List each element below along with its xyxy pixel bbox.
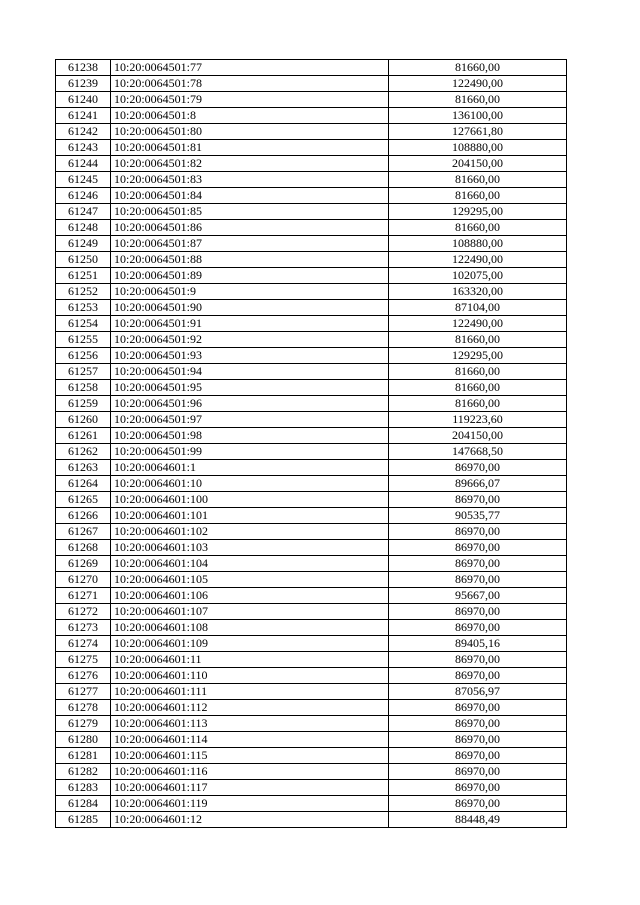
- table-row: [56, 380, 567, 396]
- row-number-cell: 61278: [56, 700, 111, 716]
- cadastral-number-cell: 10:20:0064501:89: [111, 268, 389, 284]
- row-number-cell: 61281: [56, 748, 111, 764]
- row-number-cell: 61256: [56, 348, 111, 364]
- table-row: [56, 668, 567, 684]
- row-number-cell: 61238: [56, 60, 111, 76]
- cadastral-number-cell: 10:20:0064501:82: [111, 156, 389, 172]
- cadastral-number-cell: 10:20:0064601:119: [111, 796, 389, 812]
- cadastral-number-cell: 10:20:0064601:106: [111, 588, 389, 604]
- table-row: [56, 796, 567, 812]
- row-number-cell: 61251: [56, 268, 111, 284]
- cadastral-value-cell: 86970,00: [389, 556, 567, 572]
- cadastral-number-cell: 10:20:0064501:95: [111, 380, 389, 396]
- row-number-cell: 61269: [56, 556, 111, 572]
- row-number-cell: 61246: [56, 188, 111, 204]
- row-number-cell: 61243: [56, 140, 111, 156]
- cadastral-number-cell: 10:20:0064501:92: [111, 332, 389, 348]
- cadastral-value-cell: 86970,00: [389, 460, 567, 476]
- table-row: [56, 140, 567, 156]
- cadastral-number-cell: 10:20:0064501:9: [111, 284, 389, 300]
- row-number-cell: 61258: [56, 380, 111, 396]
- table-row: [56, 300, 567, 316]
- cadastral-value-cell: 108880,00: [389, 140, 567, 156]
- cadastral-number-cell: 10:20:0064501:81: [111, 140, 389, 156]
- cadastral-number-cell: 10:20:0064601:108: [111, 620, 389, 636]
- table-row: [56, 284, 567, 300]
- table-row: [56, 76, 567, 92]
- cadastral-value-cell: 95667,00: [389, 588, 567, 604]
- cadastral-number-cell: 10:20:0064501:8: [111, 108, 389, 124]
- cadastral-number-cell: 10:20:0064601:12: [111, 812, 389, 828]
- table-row: [56, 492, 567, 508]
- cadastral-number-cell: 10:20:0064501:94: [111, 364, 389, 380]
- table-row: [56, 604, 567, 620]
- row-number-cell: 61266: [56, 508, 111, 524]
- cadastral-number-cell: 10:20:0064501:99: [111, 444, 389, 460]
- table-row: [56, 316, 567, 332]
- cadastral-value-cell: 86970,00: [389, 748, 567, 764]
- table-row: [56, 540, 567, 556]
- row-number-cell: 61271: [56, 588, 111, 604]
- cadastral-number-cell: 10:20:0064501:79: [111, 92, 389, 108]
- cadastral-value-cell: 86970,00: [389, 732, 567, 748]
- cadastral-number-cell: 10:20:0064501:97: [111, 412, 389, 428]
- cadastral-number-cell: 10:20:0064501:90: [111, 300, 389, 316]
- cadastral-value-cell: 81660,00: [389, 220, 567, 236]
- row-number-cell: 61285: [56, 812, 111, 828]
- cadastral-value-cell: 81660,00: [389, 172, 567, 188]
- cadastral-value-cell: 147668,50: [389, 444, 567, 460]
- row-number-cell: 61261: [56, 428, 111, 444]
- cadastral-number-cell: 10:20:0064601:116: [111, 764, 389, 780]
- cadastral-value-cell: 89405,16: [389, 636, 567, 652]
- cadastral-number-cell: 10:20:0064601:101: [111, 508, 389, 524]
- table-row: [56, 364, 567, 380]
- cadastral-value-cell: 86970,00: [389, 492, 567, 508]
- table-row: [56, 700, 567, 716]
- cadastral-number-cell: 10:20:0064501:93: [111, 348, 389, 364]
- row-number-cell: 61265: [56, 492, 111, 508]
- table-row: [56, 684, 567, 700]
- cadastral-value-cell: 127661,80: [389, 124, 567, 140]
- table-row: [56, 444, 567, 460]
- cadastral-number-cell: 10:20:0064501:85: [111, 204, 389, 220]
- row-number-cell: 61277: [56, 684, 111, 700]
- cadastral-value-cell: 81660,00: [389, 364, 567, 380]
- cadastral-number-cell: 10:20:0064501:96: [111, 396, 389, 412]
- table-row: [56, 764, 567, 780]
- cadastral-value-cell: 81660,00: [389, 396, 567, 412]
- table-row: [56, 636, 567, 652]
- cadastral-value-cell: 102075,00: [389, 268, 567, 284]
- table-row: [56, 732, 567, 748]
- cadastral-value-cell: 122490,00: [389, 316, 567, 332]
- cadastral-number-cell: 10:20:0064601:109: [111, 636, 389, 652]
- table-row: [56, 556, 567, 572]
- cadastral-number-cell: 10:20:0064601:117: [111, 780, 389, 796]
- table-row: [56, 124, 567, 140]
- row-number-cell: 61242: [56, 124, 111, 140]
- cadastral-number-cell: 10:20:0064601:102: [111, 524, 389, 540]
- cadastral-value-cell: 87056,97: [389, 684, 567, 700]
- row-number-cell: 61274: [56, 636, 111, 652]
- cadastral-number-cell: 10:20:0064601:1: [111, 460, 389, 476]
- cadastral-number-cell: 10:20:0064501:91: [111, 316, 389, 332]
- cadastral-value-cell: 81660,00: [389, 188, 567, 204]
- table-row: [56, 92, 567, 108]
- cadastral-value-cell: 87104,00: [389, 300, 567, 316]
- table-row: [56, 812, 567, 828]
- row-number-cell: 61260: [56, 412, 111, 428]
- row-number-cell: 61259: [56, 396, 111, 412]
- table-row: [56, 332, 567, 348]
- table-row: [56, 172, 567, 188]
- row-number-cell: 61244: [56, 156, 111, 172]
- table-row: [56, 348, 567, 364]
- row-number-cell: 61257: [56, 364, 111, 380]
- cadastral-value-cell: 90535,77: [389, 508, 567, 524]
- cadastral-number-cell: 10:20:0064601:107: [111, 604, 389, 620]
- cadastral-number-cell: 10:20:0064501:80: [111, 124, 389, 140]
- table-row: [56, 204, 567, 220]
- cadastral-value-cell: 129295,00: [389, 348, 567, 364]
- cadastral-number-cell: 10:20:0064501:78: [111, 76, 389, 92]
- cadastral-value-cell: 86970,00: [389, 572, 567, 588]
- table-row: [56, 268, 567, 284]
- cadastral-value-cell: 86970,00: [389, 540, 567, 556]
- cadastral-value-cell: 86970,00: [389, 700, 567, 716]
- cadastral-value-cell: 86970,00: [389, 764, 567, 780]
- cadastral-value-cell: 122490,00: [389, 252, 567, 268]
- cadastral-value-cell: 163320,00: [389, 284, 567, 300]
- cadastral-value-cell: 86970,00: [389, 780, 567, 796]
- row-number-cell: 61248: [56, 220, 111, 236]
- cadastral-value-cell: 81660,00: [389, 380, 567, 396]
- table-row: [56, 508, 567, 524]
- cadastral-number-cell: 10:20:0064601:103: [111, 540, 389, 556]
- table-row: [56, 780, 567, 796]
- cadastral-number-cell: 10:20:0064501:87: [111, 236, 389, 252]
- cadastral-number-cell: 10:20:0064601:104: [111, 556, 389, 572]
- table-row: [56, 588, 567, 604]
- cadastral-value-cell: 86970,00: [389, 604, 567, 620]
- row-number-cell: 61268: [56, 540, 111, 556]
- row-number-cell: 61280: [56, 732, 111, 748]
- table-row: [56, 524, 567, 540]
- row-number-cell: 61250: [56, 252, 111, 268]
- row-number-cell: 61279: [56, 716, 111, 732]
- cadastral-value-cell: 108880,00: [389, 236, 567, 252]
- table-row: [56, 396, 567, 412]
- cadastral-value-cell: 204150,00: [389, 156, 567, 172]
- cadastral-value-cell: 86970,00: [389, 796, 567, 812]
- table-row: [56, 620, 567, 636]
- row-number-cell: 61283: [56, 780, 111, 796]
- row-number-cell: 61284: [56, 796, 111, 812]
- cadastral-number-cell: 10:20:0064601:100: [111, 492, 389, 508]
- row-number-cell: 61267: [56, 524, 111, 540]
- table-row: [56, 108, 567, 124]
- row-number-cell: 61272: [56, 604, 111, 620]
- cadastral-number-cell: 10:20:0064601:110: [111, 668, 389, 684]
- table-row: [56, 476, 567, 492]
- row-number-cell: 61270: [56, 572, 111, 588]
- cadastral-number-cell: 10:20:0064601:115: [111, 748, 389, 764]
- cadastral-value-cell: 81660,00: [389, 92, 567, 108]
- cadastral-number-cell: 10:20:0064601:105: [111, 572, 389, 588]
- row-number-cell: 61262: [56, 444, 111, 460]
- row-number-cell: 61254: [56, 316, 111, 332]
- table-row: [56, 188, 567, 204]
- table-row: [56, 572, 567, 588]
- row-number-cell: 61240: [56, 92, 111, 108]
- cadastral-value-cell: 129295,00: [389, 204, 567, 220]
- row-number-cell: 61276: [56, 668, 111, 684]
- cadastral-value-cell: 86970,00: [389, 716, 567, 732]
- cadastral-number-cell: 10:20:0064601:111: [111, 684, 389, 700]
- row-number-cell: 61241: [56, 108, 111, 124]
- table-row: [56, 460, 567, 476]
- table-row: [56, 236, 567, 252]
- cadastral-value-cell: 88448,49: [389, 812, 567, 828]
- cadastral-value-cell: 81660,00: [389, 60, 567, 76]
- table-row: [56, 652, 567, 668]
- row-number-cell: 61249: [56, 236, 111, 252]
- cadastral-number-cell: 10:20:0064501:77: [111, 60, 389, 76]
- table-row: [56, 428, 567, 444]
- cadastral-number-cell: 10:20:0064501:83: [111, 172, 389, 188]
- cadastral-value-cell: 86970,00: [389, 652, 567, 668]
- cadastral-number-cell: 10:20:0064601:10: [111, 476, 389, 492]
- row-number-cell: 61239: [56, 76, 111, 92]
- cadastral-number-cell: 10:20:0064601:112: [111, 700, 389, 716]
- cadastral-number-cell: 10:20:0064501:86: [111, 220, 389, 236]
- cadastral-value-cell: 119223,60: [389, 412, 567, 428]
- cadastral-value-cell: 136100,00: [389, 108, 567, 124]
- row-number-cell: 61263: [56, 460, 111, 476]
- table-row: [56, 748, 567, 764]
- table-row: [56, 252, 567, 268]
- cadastral-number-cell: 10:20:0064501:88: [111, 252, 389, 268]
- cadastral-number-cell: 10:20:0064501:84: [111, 188, 389, 204]
- cadastral-value-cell: 86970,00: [389, 620, 567, 636]
- table-row: [56, 156, 567, 172]
- cadastral-number-cell: 10:20:0064601:11: [111, 652, 389, 668]
- cadastral-value-cell: 81660,00: [389, 332, 567, 348]
- table-row: [56, 60, 567, 76]
- table-row: [56, 220, 567, 236]
- cadastral-value-cell: 86970,00: [389, 524, 567, 540]
- cadastral-value-cell: 89666,07: [389, 476, 567, 492]
- row-number-cell: 61273: [56, 620, 111, 636]
- table-body: [56, 60, 567, 828]
- table-row: [56, 412, 567, 428]
- cadastral-value-cell: 86970,00: [389, 668, 567, 684]
- cadastral-number-cell: 10:20:0064601:113: [111, 716, 389, 732]
- row-number-cell: 61253: [56, 300, 111, 316]
- cadastral-value-cell: 204150,00: [389, 428, 567, 444]
- cadastral-value-table: [55, 59, 567, 828]
- cadastral-number-cell: 10:20:0064601:114: [111, 732, 389, 748]
- row-number-cell: 61275: [56, 652, 111, 668]
- row-number-cell: 61252: [56, 284, 111, 300]
- cadastral-number-cell: 10:20:0064501:98: [111, 428, 389, 444]
- cadastral-value-cell: 122490,00: [389, 76, 567, 92]
- table-row: [56, 716, 567, 732]
- row-number-cell: 61245: [56, 172, 111, 188]
- row-number-cell: 61247: [56, 204, 111, 220]
- row-number-cell: 61255: [56, 332, 111, 348]
- row-number-cell: 61282: [56, 764, 111, 780]
- row-number-cell: 61264: [56, 476, 111, 492]
